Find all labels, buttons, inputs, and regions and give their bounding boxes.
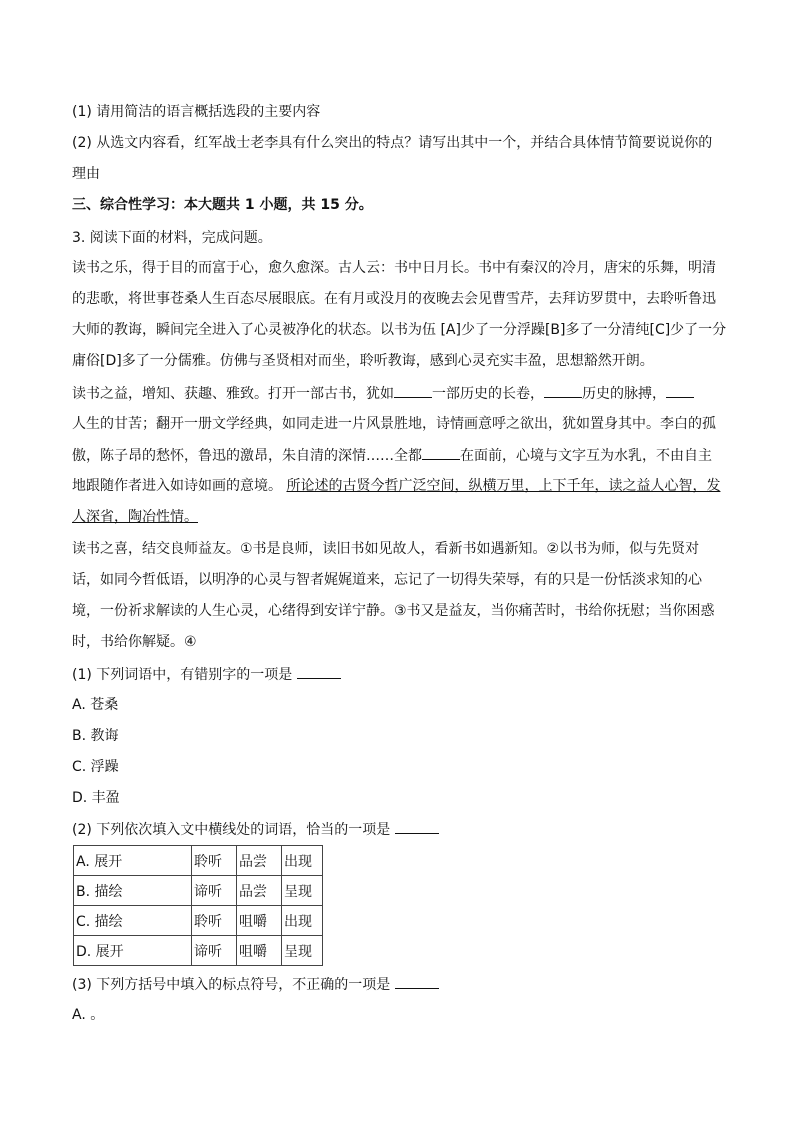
- table-cell: D. 展开: [74, 936, 192, 966]
- q3-sub3-question: [72, 974, 722, 995]
- option-a: A. 苍桑: [72, 697, 119, 713]
- question-text: (3) 下列方括号中填入的标点符号，不正确的一项是: [72, 977, 391, 993]
- answer-blank: [395, 974, 439, 989]
- table-row: [74, 846, 323, 876]
- q3-stem: 3. 阅读下面的材料，完成问题。: [72, 230, 272, 246]
- para2-text: 读书之益，增知、获趣、雅致。打开一部古书，犹如: [72, 386, 394, 402]
- table-cell: 品尝: [237, 876, 282, 906]
- para2-text: 地跟随作者进入如诗如画的意境。: [72, 478, 282, 494]
- table-row: [74, 906, 323, 936]
- q2-sub2-line2: 理由: [72, 166, 100, 182]
- table-cell: C. 描绘: [74, 906, 192, 936]
- question-text: (1) 下列词语中，有错别字的一项是: [72, 667, 293, 683]
- para2-text: 傲，陈子昂的愁怀，鲁迅的激昂，朱自清的深情……全都: [72, 448, 422, 464]
- table-cell: 咀嚼: [237, 936, 282, 966]
- para3-line: 境，一份祈求解读的人生心灵，心绪得到安详宁静。③书又是益友，当你痛苦时，书给你抚慰；当你困惑: [72, 603, 715, 619]
- table-cell: 出现: [282, 906, 323, 936]
- underlined-sentence: 所论述的古贤今哲广泛空间，纵横万里，上下千年，读之益人心智，发: [286, 478, 721, 494]
- para2-line2: 人生的甘苦；翻开一册文学经典，如同走进一片风景胜地，诗情画意呼之欲出，犹如置身其中。李白的孤: [72, 416, 716, 432]
- question-text: (2) 下列依次填入文中横线处的词语，恰当的一项是: [72, 822, 391, 838]
- q3-sub2-question: [72, 819, 722, 840]
- option-c: C. 浮躁: [72, 759, 119, 775]
- fill-blank-2: [544, 383, 582, 398]
- q3-sub3-option-a: A. 。: [72, 1007, 105, 1023]
- table-cell: 品尝: [237, 846, 282, 876]
- fill-blank-4: [422, 445, 460, 460]
- para2-line3: [72, 445, 722, 466]
- table-cell: A. 展开: [74, 846, 192, 876]
- table-cell: 咀嚼: [237, 906, 282, 936]
- para1-line: 大师的教诲，瞬间完全进入了心灵被净化的状态。以书为伍 [A]少了一分浮躁[B]多了一分清纯[C]少了一分: [72, 322, 727, 338]
- para1-line: 的悲歌，将世事苍桑人生百态尽展眼底。在有月或没月的夜晚去会见曹雪芹，去拜访罗贯中，去聆听鲁迅: [72, 291, 716, 307]
- q3-sub1-question: [72, 664, 722, 685]
- table-row: [74, 876, 323, 906]
- answer-blank: [395, 819, 439, 834]
- option-b: B. 教诲: [72, 728, 119, 744]
- answer-blank: [297, 664, 341, 679]
- table-cell: 聆听: [192, 906, 237, 936]
- table-cell: 谛听: [192, 876, 237, 906]
- word-options-table: [73, 845, 323, 966]
- para2-text: 在面前，心境与文字互为水乳，不由自主: [460, 448, 712, 464]
- option-d: D. 丰盈: [72, 790, 120, 806]
- table-cell: 谛听: [192, 936, 237, 966]
- table-cell: 出现: [282, 846, 323, 876]
- q2-sub2-line1: (2) 从选文内容看，红军战士老李具有什么突出的特点？请写出其中一个，并结合具体情节简要说说你的: [72, 135, 713, 151]
- para1-line: 读书之乐，得于目的而富于心，愈久愈深。古人云：书中日月长。书中有秦汉的冷月，唐宋的乐舞，明清: [72, 260, 716, 276]
- para2-text: 一部历史的长卷，: [432, 386, 544, 402]
- underlined-sentence-end: 人深省，陶冶性情。: [72, 509, 198, 525]
- fill-blank-3: [666, 383, 694, 398]
- table-cell: 聆听: [192, 846, 237, 876]
- table-cell: 呈现: [282, 876, 323, 906]
- para2-line4: [72, 476, 722, 496]
- q2-sub1: (1) 请用简洁的语言概括选段的主要内容: [72, 104, 321, 120]
- para2-text: 历史的脉搏，: [582, 386, 666, 402]
- table-row: [74, 936, 323, 966]
- table-cell: B. 描绘: [74, 876, 192, 906]
- para2-line1: [72, 383, 722, 404]
- fill-blank-1: [394, 383, 432, 398]
- para3-line: 时，书给你解疑。④: [72, 634, 197, 650]
- para1-line: 庸俗[D]多了一分儒雅。仿佛与圣贤相对而坐，聆听教诲，感到心灵充实丰盈，思想豁然开朗。: [72, 353, 654, 369]
- section3-heading: 三、综合性学习：本大题共 1 小题，共 15 分。: [72, 197, 373, 213]
- para3-line: 读书之喜，结交良师益友。①书是良师，读旧书如见故人，看新书如遇新知。②以书为师，似与先贤对: [72, 541, 700, 557]
- para2-line5: [72, 507, 722, 527]
- para3-line: 话，如同今哲低语，以明净的心灵与智者娓娓道来，忘记了一切得失荣辱，有的只是一份恬淡求知的心: [72, 572, 702, 588]
- table-cell: 呈现: [282, 936, 323, 966]
